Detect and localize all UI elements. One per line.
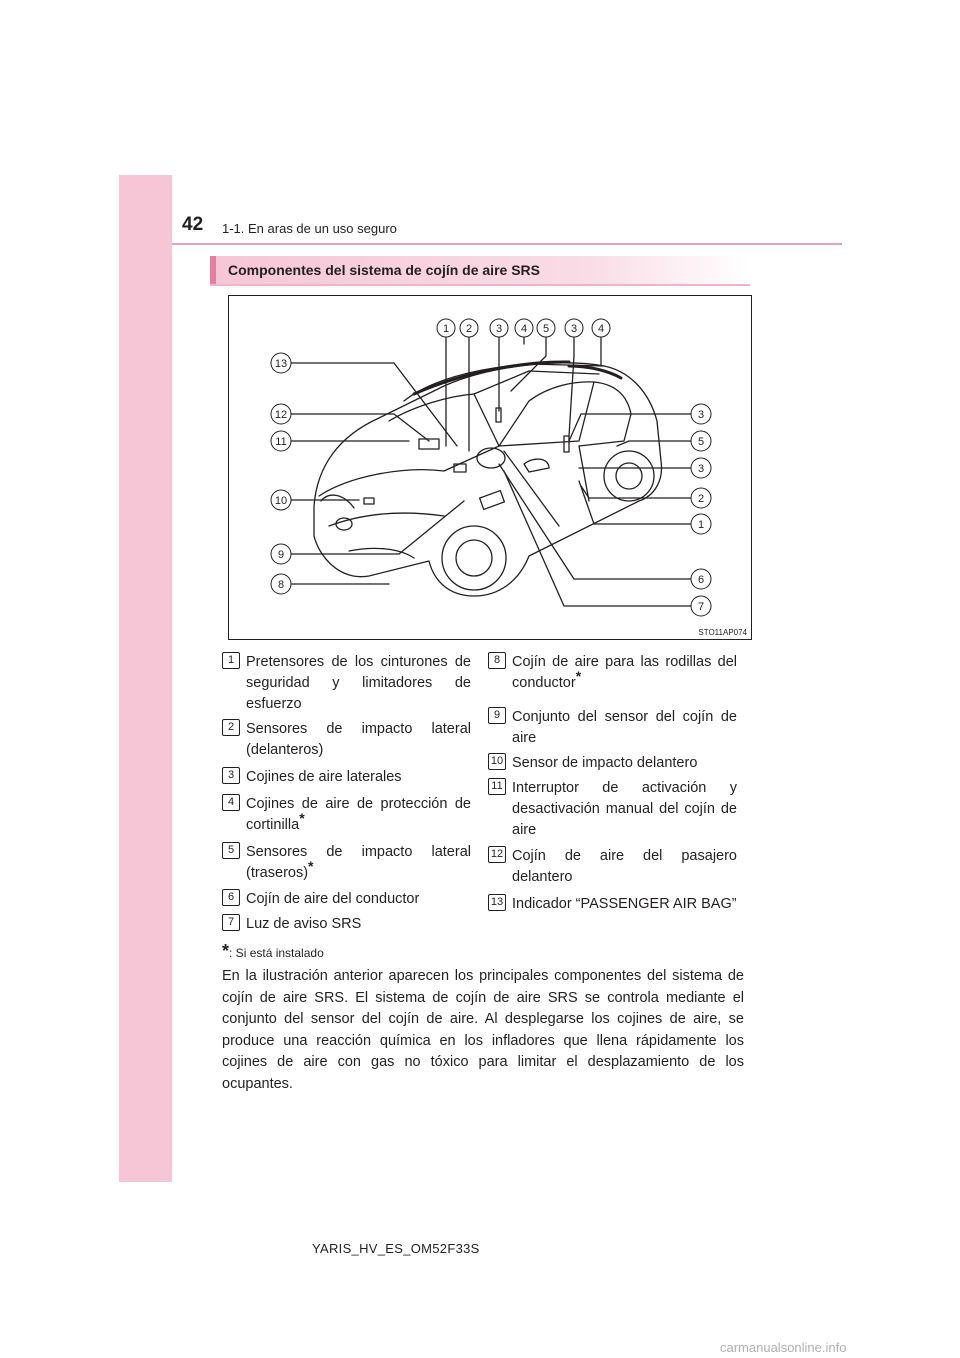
footnote [222, 941, 324, 962]
svg-text:7: 7 [697, 601, 705, 613]
callout-left-10 [271, 490, 291, 510]
legend-number: 5 [222, 842, 240, 859]
legend-text: Conjunto del sensor del cojín de aire [512, 709, 737, 746]
svg-text:2: 2 [697, 493, 705, 505]
legend-number: 4 [222, 794, 240, 811]
legend-text: Cojines de aire de protección de cortinilla* [246, 796, 471, 833]
legend-text: Cojín de aire para las rodillas del conductor* [512, 654, 737, 691]
legend-text: Pretensores de los cinturones de seguridad y limitadores de esfuerzo [246, 654, 471, 712]
legend-number: 12 [488, 846, 506, 863]
callout-left-9 [271, 544, 291, 564]
svg-text:2: 2 [465, 323, 473, 335]
callout-left-13 [271, 353, 291, 373]
callout-top-2 [460, 319, 478, 337]
svg-text:13: 13 [274, 358, 288, 370]
svg-text:8: 8 [277, 579, 285, 591]
section-underline [210, 284, 750, 286]
callout-left-12 [271, 404, 291, 424]
legend-number: 9 [488, 707, 506, 724]
legend-text: Sensores de impacto lateral (delanteros) [246, 721, 471, 758]
svg-text:10: 10 [274, 495, 288, 507]
callout-right-3b [691, 458, 711, 478]
svg-text:4: 4 [597, 323, 605, 335]
svg-text:4: 4 [520, 323, 528, 335]
svg-text:3: 3 [697, 409, 705, 421]
callout-top-3 [490, 319, 508, 337]
callout-top-7 [592, 319, 610, 337]
chapter-heading: 1-1. En aras de un uso seguro [222, 221, 397, 236]
callout-top-4 [515, 319, 533, 337]
callout-top-5 [537, 319, 555, 337]
footnote-marker: * [308, 858, 314, 875]
footnote-text: : Si está instalado [229, 946, 324, 960]
callout-right-5 [691, 431, 711, 451]
legend-text: Cojín de aire del pasajero delantero [512, 848, 737, 885]
legend-number: 13 [488, 894, 506, 911]
legend-number: 10 [488, 753, 506, 770]
figure-code: STO11AP074 [698, 628, 747, 637]
svg-text:12: 12 [274, 409, 288, 421]
section-header [210, 256, 750, 284]
legend-number: 1 [222, 652, 240, 669]
sidebar-tab [119, 175, 172, 1182]
car-drawing [229, 296, 751, 639]
svg-text:1: 1 [697, 519, 705, 531]
body-paragraph: En la ilustración anterior aparecen los principales componentes del sistema de cojín de aire SRS. El sistema de cojín de aire SRS se controla mediante el conjunto del sensor del cojín de aire. Al desplegarse los cojines de aire, se produce una reacción química en los infladores que llena rápidamente los cojines de aire con gas no tóxico para limitar el desplazamiento de los ocupantes. [222, 968, 744, 1092]
svg-text:9: 9 [277, 549, 285, 561]
legend-number: 8 [488, 652, 506, 669]
airbag-illustration [228, 295, 752, 640]
footnote-star: * [222, 941, 230, 961]
svg-text:3: 3 [570, 323, 578, 335]
callout-right-7 [691, 596, 711, 616]
watermark: carmanualsonline.info [720, 1340, 847, 1355]
legend-number: 7 [222, 914, 240, 931]
callout-right-3a [691, 404, 711, 424]
legend-text: Luz de aviso SRS [246, 916, 362, 932]
callout-right-6 [691, 569, 711, 589]
svg-text:5: 5 [697, 436, 705, 448]
legend-text: Sensores de impacto lateral (traseros)* [246, 844, 471, 881]
callout-top-1 [437, 319, 455, 337]
legend-text: Interruptor de activación y desactivación manual del cojín de aire [512, 780, 737, 838]
callout-top-6 [565, 319, 583, 337]
legend-text: Cojines de aire laterales [246, 769, 402, 785]
svg-text:3: 3 [697, 463, 705, 475]
legend-number: 2 [222, 719, 240, 736]
footnote-marker: * [299, 810, 305, 827]
callout-right-1 [691, 514, 711, 534]
section-accent [210, 256, 216, 284]
svg-text:1: 1 [442, 323, 450, 335]
svg-text:3: 3 [495, 323, 503, 335]
svg-text:11: 11 [275, 436, 287, 448]
legend-text: Sensor de impacto delantero [512, 755, 698, 771]
callout-left-8 [271, 574, 291, 594]
legend-number: 6 [222, 889, 240, 906]
document-code: YARIS_HV_ES_OM52F33S [312, 1241, 480, 1256]
legend-text: Indicador “PASSENGER AIR BAG” [512, 896, 737, 912]
legend-text: Cojín de aire del conductor [246, 891, 420, 907]
callout-right-2 [691, 488, 711, 508]
header-divider [172, 243, 842, 245]
page-number: 42 [182, 214, 204, 235]
section-title: Componentes del sistema de cojín de aire SRS [228, 262, 540, 278]
svg-text:5: 5 [542, 323, 550, 335]
callout-left-11 [271, 431, 291, 451]
footnote-marker: * [575, 668, 582, 685]
legend-number: 3 [222, 767, 240, 784]
legend-number: 11 [488, 778, 506, 795]
svg-text:6: 6 [697, 574, 705, 586]
